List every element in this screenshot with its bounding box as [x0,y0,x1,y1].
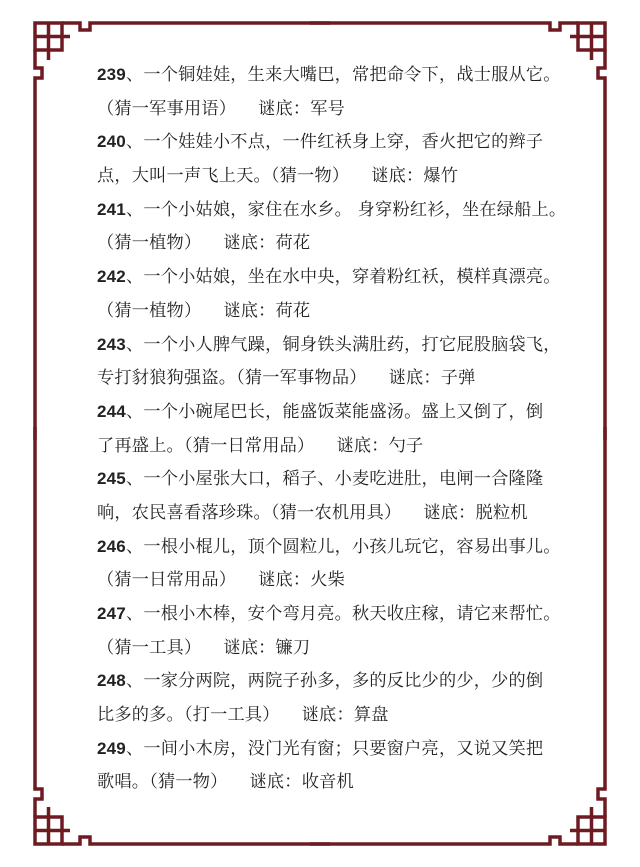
riddle-text: （猜一工具） [97,637,202,658]
riddle-item [97,736,557,803]
riddle-line [97,433,557,467]
riddle-text: 、一个铜娃娃，生来大嘴巴，常把命令下，战士服从它。 [125,65,561,85]
riddle-line [97,298,557,332]
riddle-line [97,264,561,298]
riddle-number: 240 [97,132,126,152]
riddle-number: 239 [97,65,126,84]
riddle-text: 、一个娃娃小不点，一件红袄身上穿，香火把它的辫子 [125,132,544,153]
riddle-text: 、一个小人脾气躁，铜身铁头满肚药，打它屁股脑袋飞， [125,334,561,355]
riddle-text: 歌唱。（猜一物） [97,772,228,793]
riddle-text: 了再盛上。（猜一日常用品） [97,435,315,456]
riddle-text: （猜一植物） [97,233,202,254]
riddle-item [97,601,561,668]
riddle-text: 、一个小碗尾巴长，能盛饭菜能盛汤。盛上又倒了，倒 [125,401,544,422]
riddle-list [97,62,567,803]
riddle-line [97,500,557,534]
riddle-text: 、一个小姑娘，家住在水乡。 身穿粉红衫，坐在绿船上。 [125,199,567,220]
answer-label: 谜底： [258,98,311,119]
riddle-line [97,197,567,231]
riddle-text: 、一家分两院，两院子孙多，多的反比少的少，少的倒 [125,671,544,692]
riddle-item [97,534,561,601]
answer: 军号 [310,98,346,119]
riddle-number: 241 [97,199,126,219]
riddle-item [97,129,557,196]
riddle-line [97,534,561,568]
riddle-line [97,163,557,197]
answer: 脱粒机 [475,502,528,523]
answer-label: 谜底： [223,637,276,658]
riddle-text: 、一个小屋张大口，稻子、小麦吃进肚，电闸一合隆隆 [125,469,544,490]
riddle-number: 244 [97,401,126,421]
riddle-item [97,332,561,399]
riddle-item [97,399,557,466]
riddle-text: （猜一植物） [97,300,202,321]
riddle-item [97,466,557,533]
riddle-line [97,601,561,635]
riddle-line [97,466,557,500]
riddle-text: 、一根小木棒，安个弯月亮。秋天收庄稼，请它来帮忙。 [125,604,561,624]
riddle-text: （猜一军事用语） [97,98,237,119]
riddle-line [97,62,561,96]
riddle-line [97,129,557,163]
answer-label: 谜底： [249,772,302,793]
riddle-number: 249 [97,738,126,758]
answer-label: 谜底： [423,502,476,523]
riddle-text: 响，农民喜看落珍珠。（猜一农机用具） [97,502,402,523]
answer-label: 谜底： [301,705,354,726]
riddle-text: （猜一日常用品） [97,570,237,591]
riddle-line [97,736,557,770]
riddle-number: 242 [97,267,126,287]
riddle-number: 245 [97,469,126,489]
riddle-line [97,365,557,399]
answer-label: 谜底： [223,233,276,254]
answer: 荷花 [275,233,311,254]
answer: 爆竹 [423,166,459,187]
answer: 勺子 [388,435,424,456]
riddle-line [97,668,557,702]
answer: 镰刀 [275,637,311,658]
riddle-number: 243 [97,334,126,354]
riddle-text: 比多的多。（打一工具） [97,705,280,726]
answer: 荷花 [275,300,311,321]
answer: 收音机 [301,772,354,793]
answer-label: 谜底： [223,300,276,321]
riddle-item [97,62,561,129]
answer-label: 谜底： [258,570,311,591]
riddle-text: 、一根小棍儿，顶个圆粒儿，小孩儿玩它，容易出事儿。 [125,536,561,557]
riddle-line [97,399,557,433]
riddle-line [97,702,557,736]
riddle-line [97,567,557,601]
answer-label: 谜底： [336,435,389,456]
riddle-text: 专打豺狼狗强盗。（猜一军事物品） [97,368,367,389]
answer: 算盘 [353,705,389,726]
riddle-text: 、一个小姑娘，坐在水中央，穿着粉红袄，模样真漂亮。 [125,267,561,288]
riddle-item [97,668,557,735]
riddle-line [97,769,557,803]
riddle-text: 点，大叫一声飞上天。（猜一物） [97,166,350,187]
riddle-line [97,332,561,366]
answer: 火柴 [310,570,346,591]
answer-label: 谜底： [371,166,424,187]
riddle-text: 、一间小木房，没门光有窗；只要窗户亮，又说又笑把 [125,738,544,759]
riddle-number: 247 [97,604,126,623]
riddle-line [97,96,557,130]
riddle-line [97,230,557,264]
answer-label: 谜底： [388,368,441,389]
riddle-item [97,197,567,264]
riddle-item [97,264,561,331]
riddle-number: 248 [97,671,126,691]
answer: 子弹 [440,368,476,389]
riddle-number: 246 [97,536,126,556]
riddle-line [97,635,557,669]
